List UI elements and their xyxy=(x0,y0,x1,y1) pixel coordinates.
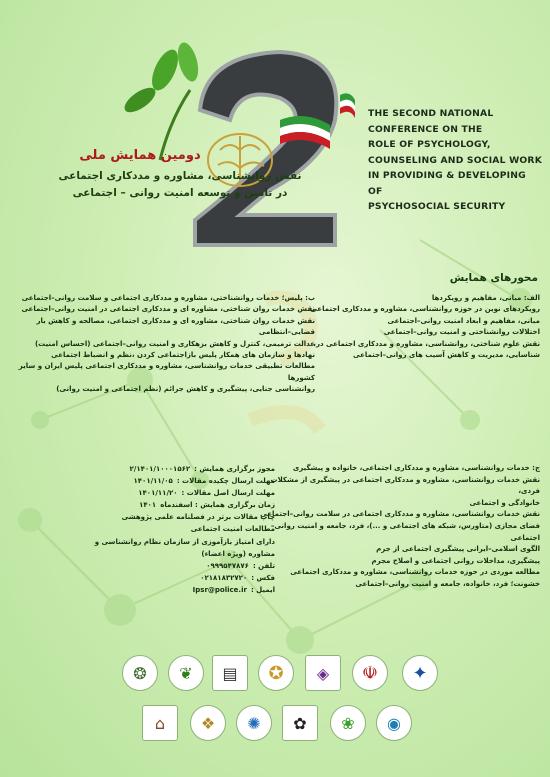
police-emblem-icon: ✪ xyxy=(258,655,294,691)
axis-item: شناسایی، مدیریت و کاهش آسیب های روانی–اجتماعی xyxy=(353,351,540,360)
axes-section-c xyxy=(260,463,540,591)
leaf-sprout-icon xyxy=(121,40,202,160)
green-hands-logo-icon: ❀ xyxy=(330,705,366,741)
axes-section-b xyxy=(10,293,315,396)
info-label: زمان برگزاری همایش : اسفندماه xyxy=(160,501,275,510)
info-value: ۱۴۰۱/۱۱/۲۰ xyxy=(138,489,178,498)
publish-line: دارای امتیاز بازآموزی از سازمان نظام روانشناسی و مشاوره (ویژه اعضاء) xyxy=(94,537,275,558)
email-link[interactable]: Ipsr@police.ir xyxy=(192,585,247,594)
axis-item: فضای مجازی (متاورس، شبکه های اجتماعی و ...)، فرد، جامعه و امنیت روانی–اجتماعی xyxy=(270,521,540,542)
building-logo-icon: ⌂ xyxy=(142,705,178,741)
info-row xyxy=(90,487,275,499)
conference-info xyxy=(90,463,275,596)
info-label: مجوز برگزاری همایش : xyxy=(194,465,275,473)
info-value: ۱۴۰۱/۱۱/۰۵ xyxy=(133,477,173,486)
axes-heading: محورهای همایش xyxy=(449,272,538,284)
blue-circle-logo-icon: ◉ xyxy=(376,705,412,741)
mosque-emblem-icon: ✿ xyxy=(282,705,318,741)
university-logo-icon: ✦ xyxy=(402,655,438,691)
axis-item: نقش خدمات روانشناسی، مشاوره و مددکاری اجتماعی در پیشگیری از مشکلات فردی، xyxy=(270,475,540,496)
title-en-line: COUNSELING AND SOCIAL WORK xyxy=(368,154,543,166)
info-value: ۲/۱۴۰۱/۱۰۰۰۱۵۶۲ xyxy=(129,465,191,473)
leaf-circle-logo-icon: ❦ xyxy=(168,655,204,691)
axis-item: الگوی اسلامی–ایرانی پیشگیری اجتماعی از جرم xyxy=(376,545,540,554)
phone-label: تلفن : xyxy=(252,561,275,570)
axis-item: مطالعه موردی در حوزه خدمات روانشناسی، مشاوره و مددکاری اجتماعی xyxy=(290,568,540,577)
axis-item: نهادها و سازمان های همکار پلیس بازاجتماعی کردن ،نظم و انضباط اجتماعی xyxy=(51,351,315,360)
info-row xyxy=(90,463,275,475)
axis-item: خانوادگی و اجتماعی xyxy=(469,498,540,507)
info-value: ۱۴۰۱ xyxy=(139,501,157,510)
info-label: مهلت ارسال اصل مقالات : xyxy=(181,489,275,498)
fax-label: فکس : xyxy=(251,573,275,582)
institute-logo-icon: ◈ xyxy=(305,655,341,691)
axis-item: نقش خدمات روان شناختی، مشاوره ای و مددکاری اجتماعی، مصالحه و کاهش بار قضایی–انتظامی xyxy=(36,316,315,337)
axis-item: مبانی، مفاهیم و ابعاد امنیت روانی–اجتماعی xyxy=(387,316,540,325)
info-label: مهلت ارسال چکیده مقالات : xyxy=(176,477,275,486)
title-en-line: PSYCHOSOCIAL SECURITY xyxy=(368,201,506,212)
title-en-line: IN PROVIDING & DEVELOPING OF xyxy=(368,170,526,197)
axis-item: پیشگیری، مداخلات روانی اجتماعی و اصلاح مجرم xyxy=(371,556,540,565)
subtitle-fa xyxy=(10,168,350,202)
title-en-line: THE SECOND NATIONAL xyxy=(368,108,494,119)
axis-item: ج: خدمات روانشناسی، مشاوره و مددکاری اجتماعی، خانواده و پیشگیری xyxy=(292,464,540,472)
fax-row xyxy=(90,572,275,584)
title-en-line: ROLE OF PSYCHOLOGY, xyxy=(368,139,491,150)
title-fa: دومین همایش ملی xyxy=(79,148,201,163)
email-label: ایمیل : xyxy=(250,585,275,594)
phone-row xyxy=(90,560,275,572)
axis-item: نقش خدمات روان شناختی، مشاوره ای و مددکاری اجتماعی در امنیت روانی–اجتماعی xyxy=(21,305,315,314)
axis-item: نقش علوم شناختی، روانشناسی، مشاوره و مددکاری اجتماعی در، xyxy=(313,339,540,348)
subtitle-line-1: نقش روانشناسی، مشاوره و مددکاری اجتماعی xyxy=(58,170,302,182)
info-row xyxy=(90,475,275,487)
axis-item: روانشناسی جنایی، پیشگیری و کاهش جرائم (نظم اجتماعی و امنیت روانی) xyxy=(56,385,315,394)
title-en-line: CONFERENCE ON THE xyxy=(368,123,483,135)
title-en xyxy=(368,106,543,215)
axis-item: مطالعات تطبیقی خدمات روانشناسی، مشاوره و مددکاری اجتماعی پلیس ایران و سایر کشورها xyxy=(18,362,315,382)
axis-item: نقش خدمات روانشناسی، مشاوره و مددکاری اجتماعی در سلامت روانی–اجتماعی xyxy=(260,510,540,519)
circle-emblem-icon: ❂ xyxy=(122,655,158,691)
phone-value: ۰۹۹۹۵۴۷۸۷۶ xyxy=(206,561,249,570)
subtitle-line-2: در تامین و توسعه امنیت روانی – اجتماعی xyxy=(72,187,288,199)
blue-dots-logo-icon: ✺ xyxy=(236,705,272,741)
axis-item: رویکردهای نوین در حوزه روانشناسی، مشاوره و مددکاری اجتماعی xyxy=(310,305,540,314)
publish-line: چاپ مقالات برتر در فصلنامه علمی پژوهشی مطالعات امنیت اجتماعی xyxy=(121,513,275,534)
axis-item: الف: مبانی، مفاهیم و رویکردها xyxy=(431,294,540,302)
axis-item: ب: پلیس؛ خدمات روانشناختی، مشاوره و مددکاری اجتماعی و سلامت روانی–اجتماعی xyxy=(21,294,315,302)
email-row xyxy=(90,584,275,596)
ministry-emblem-icon: ☫ xyxy=(352,655,388,691)
axis-item: اختلالات روانشناختی و امنیت روانی–اجتماعی xyxy=(383,328,540,337)
book-logo-icon: ▤ xyxy=(212,655,248,691)
number-two-logo xyxy=(120,40,355,250)
sponsor-logos xyxy=(0,630,550,770)
axis-item: خشونت؛ فرد، خانواده، جامعه و امنیت روانی–اجتماعی xyxy=(355,579,540,588)
gold-emblem-icon: ❖ xyxy=(190,705,226,741)
axes-section-a xyxy=(290,293,540,361)
fax-value: ۰۲۱۸۱۸۳۲۷۲۰ xyxy=(200,573,248,582)
info-row xyxy=(90,499,275,511)
axis-item: عدالت ترمیمی، کنترل و کاهش بزهکاری و امنیت روانی–اجتماعی (احساس امنیت) xyxy=(34,339,315,348)
